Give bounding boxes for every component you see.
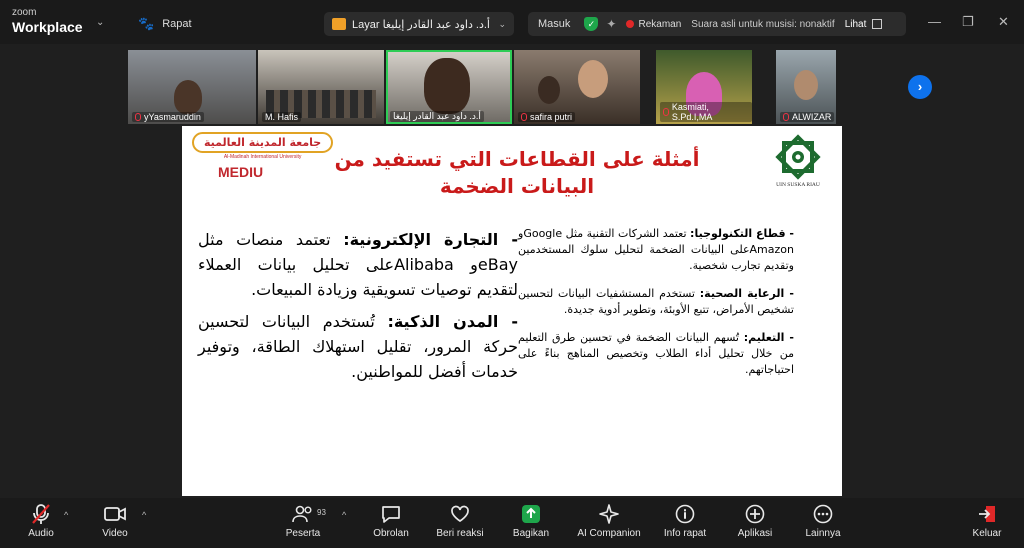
participant-name: أ.د. داود عبد القادر إيليغا: [393, 111, 481, 121]
mediu-label: MEDIU: [218, 164, 264, 180]
leave-label: Keluar: [972, 528, 1002, 539]
paragraph-body: تُسهم البيانات الضخمة في تحسين طرق التعليم من خلال تحليل أداء الطلاب وتخصيص المناهج بناءً على احتياجاتهم.: [518, 330, 794, 376]
more-icon: [788, 502, 858, 526]
recording-label[interactable]: Rekaman: [638, 18, 682, 30]
participant-video[interactable]: [514, 50, 640, 124]
university-name-ar: جامعة المدينة العالمية: [192, 132, 333, 153]
slide-column-left: [198, 228, 518, 393]
info-icon: [650, 502, 720, 526]
apps-button[interactable]: [720, 502, 790, 539]
participant-label: [780, 112, 834, 122]
mic-muted-icon: [135, 113, 141, 121]
chat-label: Obrolan: [373, 528, 409, 539]
slide-paragraph: [518, 286, 794, 318]
paragraph-heading: - التجارة الإلكترونية:: [343, 230, 518, 249]
paragraph-heading: - التعليم:: [743, 330, 794, 344]
participants-count: 93: [317, 508, 326, 517]
slide-title: أمثلة على القطاعات التي تستفيد من البيانات الضخمة: [334, 147, 700, 198]
close-icon[interactable]: ✕: [998, 14, 1009, 29]
participant-name: ALWIZAR: [792, 112, 832, 122]
share-button[interactable]: [496, 502, 566, 539]
meeting-menu[interactable]: [138, 16, 192, 32]
uin-label: UIN SUSKA RIAU: [776, 182, 820, 188]
participant-video[interactable]: [258, 50, 384, 124]
chevron-up-icon[interactable]: ^: [142, 510, 147, 520]
slide-paragraph: [198, 310, 518, 384]
participants-button[interactable]: [268, 502, 338, 539]
paw-icon: 🐾: [138, 16, 155, 31]
chevron-down-icon: ⌄: [498, 18, 506, 29]
participant-video[interactable]: [656, 50, 752, 124]
sparkle-icon: [572, 502, 646, 526]
reactions-label: Beri reaksi: [436, 528, 484, 539]
slide-paragraph: [518, 226, 794, 274]
slide-paragraph: [518, 330, 794, 378]
shared-slide: [182, 126, 842, 496]
participant-name: M. Hafis: [265, 112, 299, 122]
leave-icon: [952, 502, 1022, 526]
paragraph-heading: - المدن الذكية:: [387, 312, 518, 332]
participant-name: Kasmiati, S.Pd.I,MA: [671, 102, 713, 122]
more-label: Lainnya: [805, 528, 841, 539]
sparkle-icon[interactable]: ✦: [606, 17, 617, 31]
shield-icon[interactable]: ✓: [584, 17, 598, 31]
chevron-up-icon[interactable]: ^: [64, 510, 69, 520]
next-page-button[interactable]: ›: [908, 75, 932, 99]
participant-video-active[interactable]: [386, 50, 512, 124]
participant-name: safira putri: [530, 112, 573, 122]
more-button[interactable]: [788, 502, 858, 539]
share-screen-indicator[interactable]: [324, 12, 514, 36]
paragraph-heading: - الرعاية الصحية:: [699, 286, 794, 300]
record-dot-icon: [626, 20, 634, 28]
participant-strip: [128, 50, 900, 124]
video-label: Video: [102, 528, 128, 539]
participant-label: [518, 112, 575, 122]
minimize-icon[interactable]: —: [928, 14, 941, 29]
mic-muted-icon: [521, 113, 527, 121]
paragraph-body: تعتمد منصات مثل eBayو Alibabaعلى تحليل بيانات العملاء لتقديم توصيات تسويقية وزيادة المبيعات.: [198, 230, 519, 299]
leave-button[interactable]: [952, 502, 1022, 539]
apps-icon: [720, 502, 790, 526]
signin-button[interactable]: Masuk: [538, 18, 571, 30]
brand-top: zoom: [12, 7, 37, 18]
paragraph-heading: - قطاع التكنولوجيا:: [690, 227, 794, 240]
top-bar: [0, 0, 1024, 44]
video-button[interactable]: [80, 502, 150, 539]
participant-label: [132, 112, 204, 122]
slide-paragraph: [198, 228, 518, 302]
meeting-label: Rapat: [162, 18, 192, 30]
chevron-up-icon[interactable]: ^: [342, 510, 347, 520]
participant-label: [262, 112, 301, 122]
share-label: Bagikan: [512, 528, 550, 539]
mic-muted-icon: [663, 108, 669, 116]
meeting-info-button[interactable]: [650, 502, 720, 539]
ai-companion-button[interactable]: [572, 502, 646, 539]
mic-muted-icon: [783, 113, 789, 121]
participant-label: [660, 102, 752, 122]
paragraph-body: تستخدم المستشفيات البيانات لتحسين تشخيص الأمراض، تتبع الأوبئة، وتطوير أدوية جديدة.: [518, 286, 794, 316]
audio-button[interactable]: [6, 502, 76, 539]
slide-column-right: [518, 226, 794, 390]
meeting-toolbar: [0, 498, 1024, 548]
chat-button[interactable]: [356, 502, 426, 539]
status-bar: [528, 12, 906, 36]
uin-logo: [765, 134, 831, 188]
restore-icon[interactable]: ❐: [962, 14, 974, 29]
folder-icon: [332, 18, 346, 30]
app-brand: [12, 8, 83, 34]
view-button[interactable]: Lihat: [844, 18, 867, 30]
video-camera-icon: [80, 502, 150, 526]
participant-label: [390, 111, 484, 122]
participant-video[interactable]: [776, 50, 836, 124]
paragraph-body: تعتمد الشركات التقنية مثل Googleو Amazonعلى البيانات الضخمة لتحليل سلوك المستخدمين وتقديم تجارب شخصية.: [518, 227, 794, 272]
audio-label: Audio: [28, 528, 54, 539]
original-audio-status[interactable]: Suara asli untuk musisi: nonaktif: [691, 18, 835, 30]
share-label: Layar أ.د. داود عبد القادر إيليغا: [352, 18, 490, 31]
apps-label: Aplikasi: [737, 528, 773, 539]
grid-view-icon[interactable]: [872, 19, 882, 29]
chevron-down-icon[interactable]: ⌄: [96, 17, 105, 28]
heart-icon: [425, 502, 495, 526]
brand-name: Workplace: [12, 19, 83, 35]
people-icon: [268, 502, 338, 526]
participants-label: Peserta: [285, 528, 321, 539]
paragraph-body: تُستخدم البيانات لتحسين حركة المرور، تقليل استهلاك الطاقة، وتوفير خدمات أفضل للمواطنين.: [198, 312, 518, 381]
meeting-info-label: Info rapat: [663, 528, 707, 539]
chat-bubble-icon: [356, 502, 426, 526]
participant-video[interactable]: [128, 50, 256, 124]
ai-companion-label: AI Companion: [577, 528, 641, 539]
university-name-en: Al-Madinah International University: [223, 154, 302, 160]
participant-name: yYasmaruddin: [144, 112, 201, 122]
share-screen-icon: [496, 502, 566, 526]
reactions-button[interactable]: [425, 502, 495, 539]
uin-emblem-icon: [775, 134, 821, 180]
